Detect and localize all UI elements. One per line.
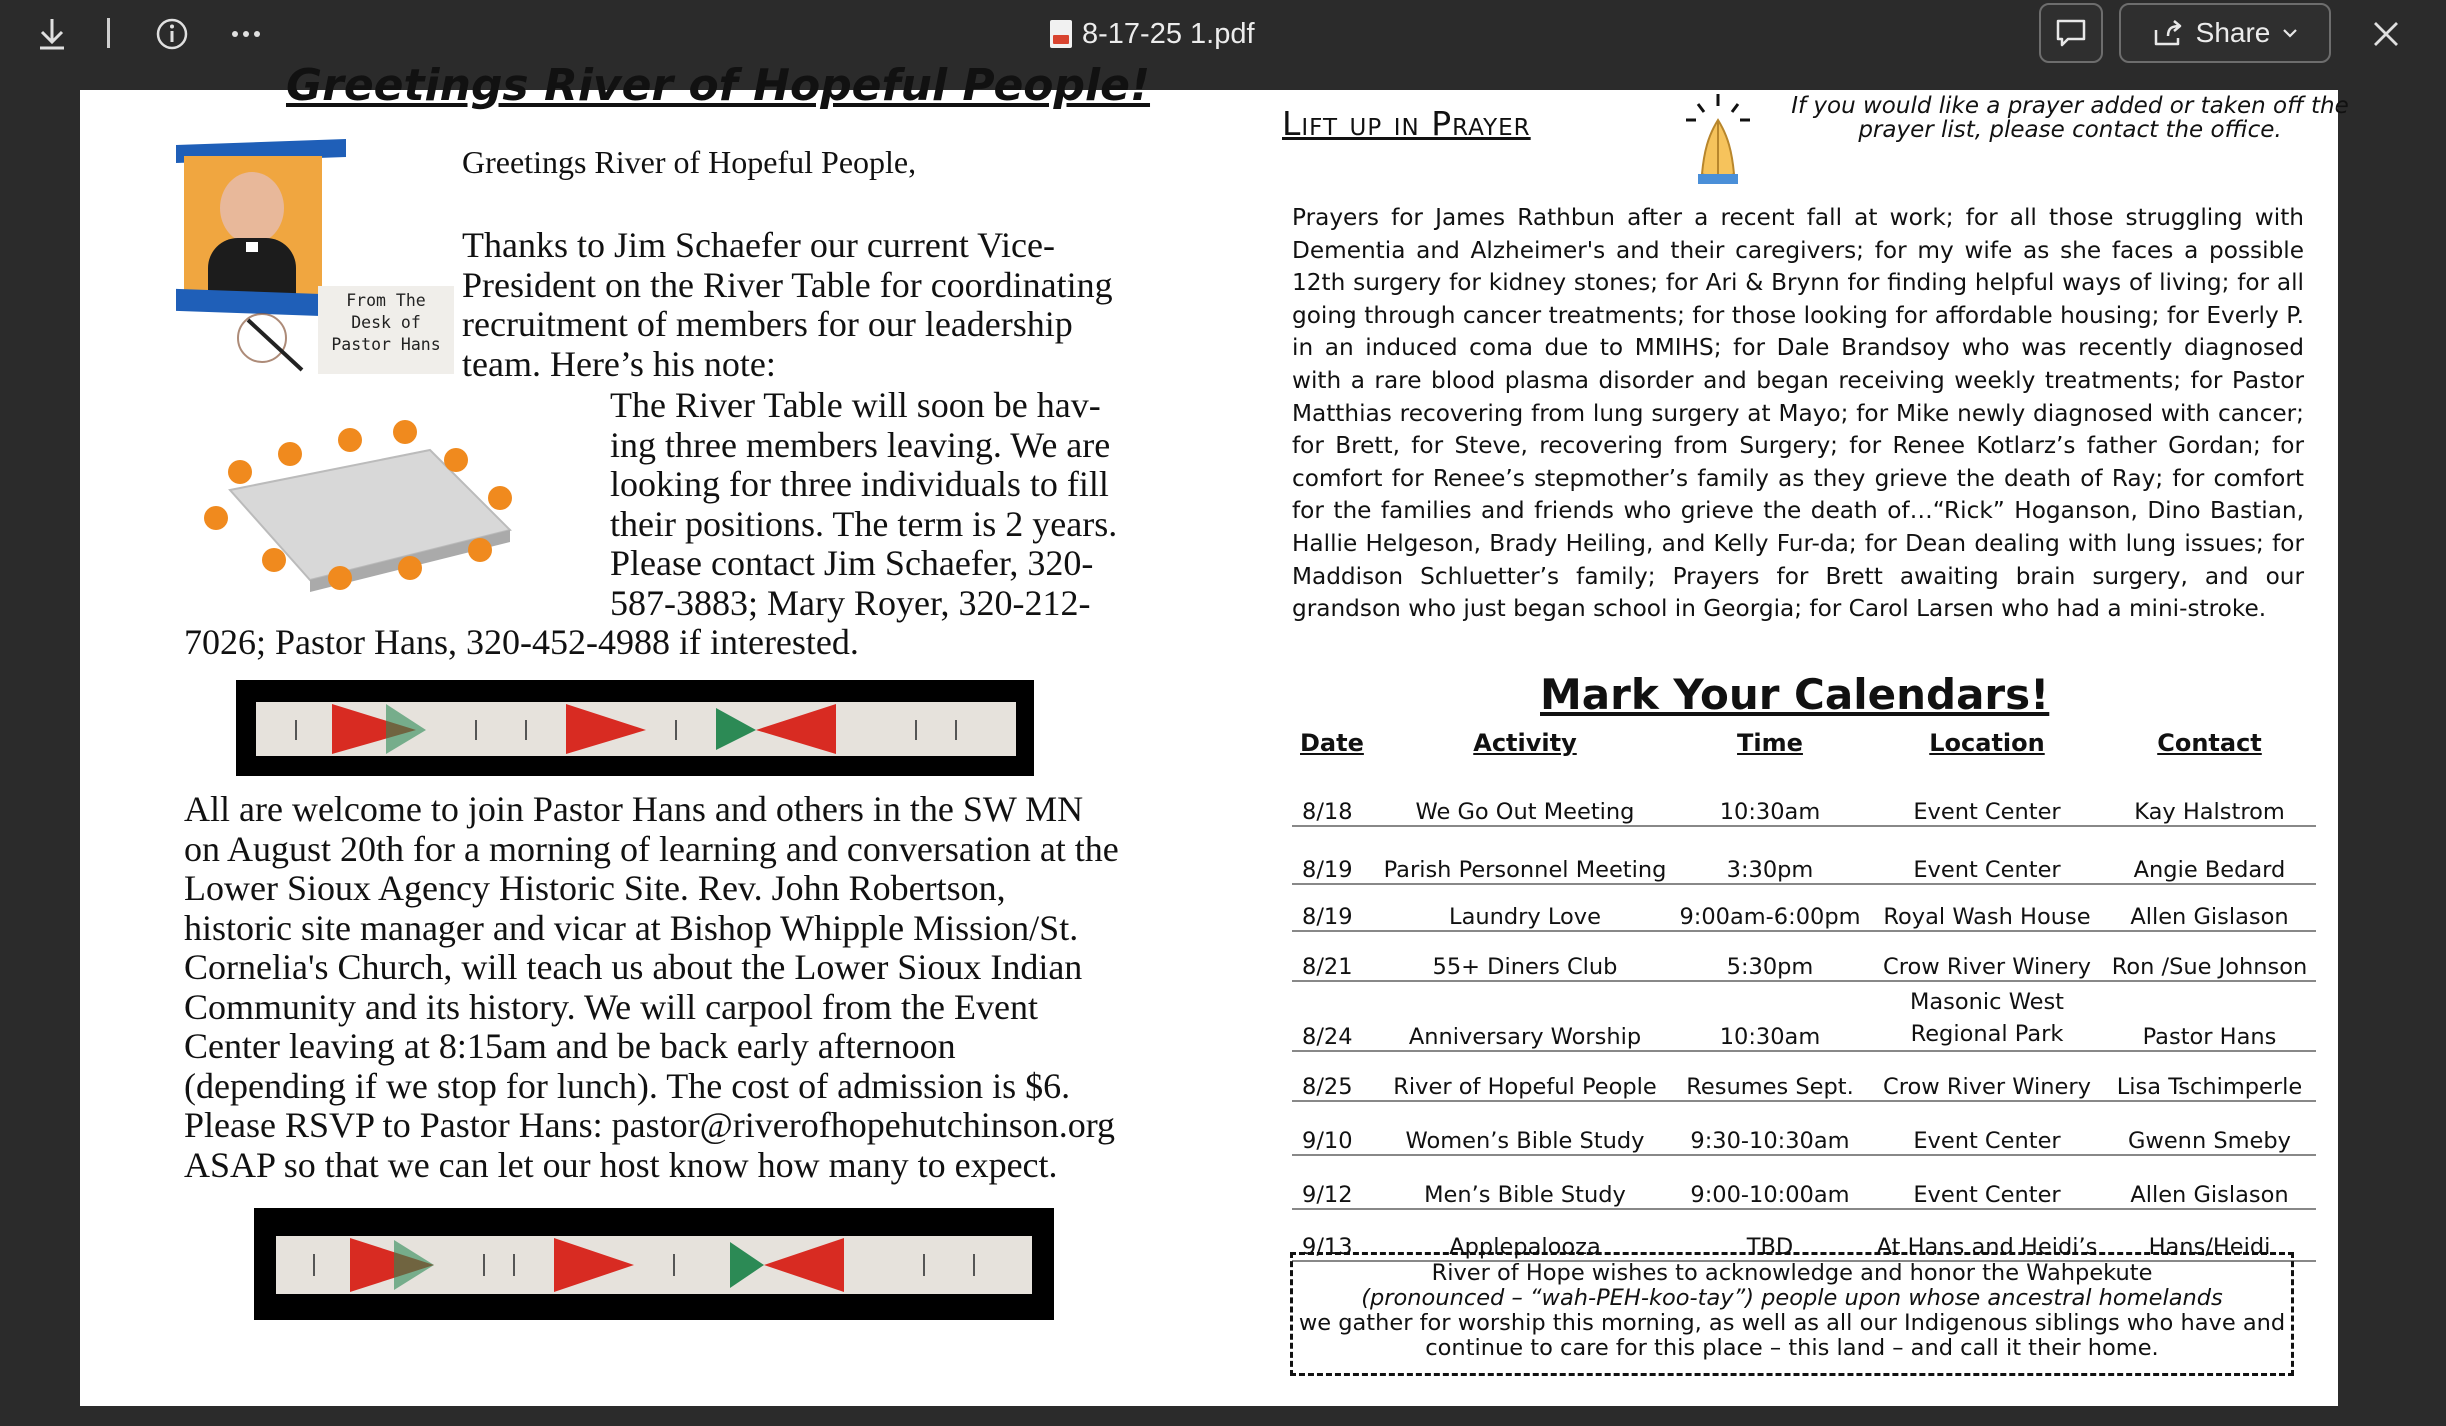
prayer-list-text: Prayers for James Rathbun after a recent fall at work; for all those struggling with Dementia and Alzheimer's and their caregivers; for my wife as she faces a possible 12th surgery for kidney stones; for Ari & Brynn for finding helpful ways of living; for all going through cancer treatments; for those looking for affordable housing; for Everly P. in an induced coma due to MMIHS; for Dale Brandsoy who was recently diagnosed with a rare blood plasma disorder and began receiving weekly treatments; for Pastor Matthias recovering from lung surgery at Mayo; for Mike newly diagnosed with cancer; for Brett, for Steve, recovering from Surgery; for Renee Kotlarz’s father Gordan; for comfort for Renee’s stepmother’s family as they grieve the death of Ray; for comfort for the families and friends who grieve the death of…“Rick” Hoganson, Dino Bastian, Hallie Helgeson, Brady Heiling, and Kelly Fur-da; for Dean dealing with lung issues; for Maddison Schluetter’s family; Prayers for Brett awaiting brain surgery, and our grandson who just began school in Georgia; for Carol Larsen who had a mini-stroke. <box>1292 204 2304 623</box>
cell-contact: Lisa Tschimperle <box>2103 1051 2316 1101</box>
text-line: historic site manager and vicar at Bishop Whipple Mission/St. <box>184 907 1079 948</box>
text-line: ASAP so that we can let our host know how many to expect. <box>184 1144 1058 1185</box>
pastor-photo <box>176 142 326 312</box>
river-table-note <box>610 386 1117 623</box>
calendar-table <box>1292 722 2316 1262</box>
text-line: recruitment of members for our leadership <box>462 304 1073 344</box>
text-line: prayer list, please contact the office. <box>1858 117 2282 143</box>
cell-time: 10:30am <box>1669 981 1871 1051</box>
calendar-row <box>1292 826 2316 884</box>
cell-contact: Kay Halstrom <box>2103 764 2316 826</box>
text-line: River of Hope wishes to acknowledge and honor the Wahpekute <box>1431 1260 2153 1286</box>
text-line: team. Here’s his note: <box>462 343 776 384</box>
column-header-contact: Contact <box>2157 729 2262 757</box>
cell-location: Crow River Winery <box>1871 931 2103 981</box>
cell-date: 8/21 <box>1292 931 1381 981</box>
text-line: looking for three individuals to fill <box>610 464 1109 504</box>
cell-time: TBD <box>1669 1209 1871 1261</box>
pdf-page <box>80 60 2349 1412</box>
share-label: Share <box>2195 17 2271 48</box>
cell-contact: Hans/Heidi <box>2103 1209 2316 1261</box>
cell-contact: Allen Gislason <box>2103 1155 2316 1209</box>
cell-time: 9:00-10:00am <box>1669 1155 1871 1209</box>
text-line: Cornelia's Church, will teach us about the Lower Sioux Indian <box>184 947 1083 987</box>
text-line: If you would like a prayer added or taken off the <box>1791 93 2349 119</box>
cell-contact: Pastor Hans <box>2103 981 2316 1051</box>
share-icon <box>2152 18 2184 48</box>
column-header-time: Time <box>1737 729 1803 757</box>
column-header-location: Location <box>1929 729 2045 757</box>
toolbar <box>0 0 2446 68</box>
more-options-icon[interactable] <box>226 14 266 54</box>
cell-activity: Applepalooza <box>1381 1209 1669 1261</box>
calendar-row <box>1292 931 2316 981</box>
text-line: Community and its history. We will carpool from the Event <box>184 986 1038 1027</box>
lower-sioux-event-paragraph <box>184 790 1119 1185</box>
text-line: President on the River Table for coordinating <box>462 264 1113 305</box>
pdf-file-icon <box>1050 20 1072 48</box>
badge-line: Desk of <box>351 313 421 332</box>
cell-date: 8/19 <box>1292 826 1381 884</box>
cell-location: Crow River Winery <box>1871 1051 2103 1101</box>
cell-time: 3:30pm <box>1669 826 1871 884</box>
river-table-note-last-line: 7026; Pastor Hans, 320-452-4988 if interested. <box>184 622 859 662</box>
comment-button[interactable] <box>2039 3 2103 63</box>
land-acknowledgement-box <box>1290 1252 2294 1376</box>
cell-time: 9:30-10:30am <box>1669 1101 1871 1155</box>
calendar-row <box>1292 764 2316 826</box>
cell-activity: 55+ Diners Club <box>1381 931 1669 981</box>
calendar-title: Mark Your Calendars! <box>1540 670 2050 719</box>
close-icon[interactable] <box>2366 14 2406 54</box>
cell-activity: Men’s Bible Study <box>1381 1155 1669 1209</box>
cell-contact: Ron /Sue Johnson <box>2103 931 2316 981</box>
cell-time: 9:00am-6:00pm <box>1669 884 1871 931</box>
greeting-line: Greetings River of Hopeful People, <box>462 144 917 180</box>
text-line: All are welcome to join Pastor Hans and others in the SW MN <box>184 789 1084 829</box>
cell-date: 8/24 <box>1292 981 1381 1051</box>
cell-location: Event Center <box>1871 1101 2103 1155</box>
cell-location: Masonic West Regional Park <box>1871 981 2103 1051</box>
text-line: Please contact Jim Schaefer, 320- <box>610 543 1094 583</box>
calendar-row <box>1292 1155 2316 1209</box>
toolbar-divider <box>107 18 110 48</box>
cell-location: Event Center <box>1871 764 2103 826</box>
cell-date: 8/25 <box>1292 1051 1381 1101</box>
calendar-row <box>1292 884 2316 931</box>
cell-location: Event Center <box>1871 826 2103 884</box>
cell-activity: Laundry Love <box>1381 884 1669 931</box>
beadwork-band-image <box>254 1208 1054 1320</box>
cell-date: 9/10 <box>1292 1101 1381 1155</box>
calendar-row <box>1292 1101 2316 1155</box>
text-line: (depending if we stop for lunch). The cost of admission is $6. <box>184 1065 1071 1106</box>
conference-table-image <box>200 410 530 596</box>
cell-location: Royal Wash House <box>1871 884 2103 931</box>
column-header-date: Date <box>1300 729 1364 757</box>
prayer-heading: Lift up in Prayer <box>1282 104 1531 143</box>
document-title <box>1050 14 1255 54</box>
cell-contact: Angie Bedard <box>2103 826 2316 884</box>
cell-location: Event Center <box>1871 1155 2103 1209</box>
text-line: Lower Sioux Agency Historic Site. Rev. John Robertson, <box>184 868 1006 908</box>
cell-time: 5:30pm <box>1669 931 1871 981</box>
calendar-header-row <box>1292 722 2316 764</box>
desk-of-pastor-badge <box>318 286 454 374</box>
cell-activity: We Go Out Meeting <box>1381 764 1669 826</box>
download-icon[interactable] <box>34 14 70 54</box>
text-line: The River Table will soon be hav- <box>610 385 1101 425</box>
text-line: continue to care for this place – this land – and call it their home. <box>1425 1335 2159 1361</box>
badge-line: From The <box>346 291 426 310</box>
cell-date: 8/18 <box>1292 764 1381 826</box>
cell-time: 10:30am <box>1669 764 1871 826</box>
file-name: 8-17-25 1.pdf <box>1082 17 1255 50</box>
info-icon[interactable] <box>152 14 192 54</box>
coffee-ring-pen <box>230 304 312 376</box>
badge-line: Pastor Hans <box>331 335 441 354</box>
cell-activity: Parish Personnel Meeting <box>1381 826 1669 884</box>
cell-date: 9/13 <box>1292 1209 1381 1261</box>
calendar-row <box>1292 1051 2316 1101</box>
cell-time: Resumes Sept. <box>1669 1051 1871 1101</box>
cell-contact: Allen Gislason <box>2103 884 2316 931</box>
cell-date: 9/12 <box>1292 1155 1381 1209</box>
cell-activity: Women’s Bible Study <box>1381 1101 1669 1155</box>
prayer-list-note <box>1760 94 2380 142</box>
cell-activity: Anniversary Worship <box>1381 981 1669 1051</box>
share-button[interactable] <box>2119 3 2331 63</box>
text-line: ing three members leaving. We are <box>610 424 1111 465</box>
text-line: Please RSVP to Pastor Hans: pastor@riverofhopehutchinson.org <box>184 1105 1116 1145</box>
text-line: on August 20th for a morning of learning and conversation at the <box>184 828 1119 869</box>
page-title: Greetings River of Hopeful People! <box>286 60 1151 111</box>
text-line: Center leaving at 8:15am and be back early afternoon <box>184 1026 956 1066</box>
praying-hands-icon <box>1678 90 1758 190</box>
calendar-row <box>1292 981 2316 1051</box>
column-header-activity: Activity <box>1473 729 1577 757</box>
text-line: (pronounced – “wah-PEH-koo-tay”) people upon whose ancestral homelands <box>1361 1285 2223 1311</box>
intro-paragraph <box>462 226 1113 384</box>
text-line: their positions. The term is 2 years. <box>610 503 1118 544</box>
text-line: Thanks to Jim Schaefer our current Vice- <box>462 225 1055 265</box>
cell-location: At Hans and Heidi’s <box>1871 1209 2103 1261</box>
comment-icon <box>2054 17 2088 49</box>
chevron-down-icon <box>2282 28 2298 38</box>
text-line: we gather for worship this morning, as well as all our Indigenous siblings who have and <box>1298 1310 2286 1336</box>
cell-date: 8/19 <box>1292 884 1381 931</box>
text-line: 587-3883; Mary Royer, 320-212- <box>610 582 1091 623</box>
cell-activity: River of Hopeful People <box>1381 1051 1669 1101</box>
cell-contact: Gwenn Smeby <box>2103 1101 2316 1155</box>
beadwork-band-image <box>236 680 1034 776</box>
